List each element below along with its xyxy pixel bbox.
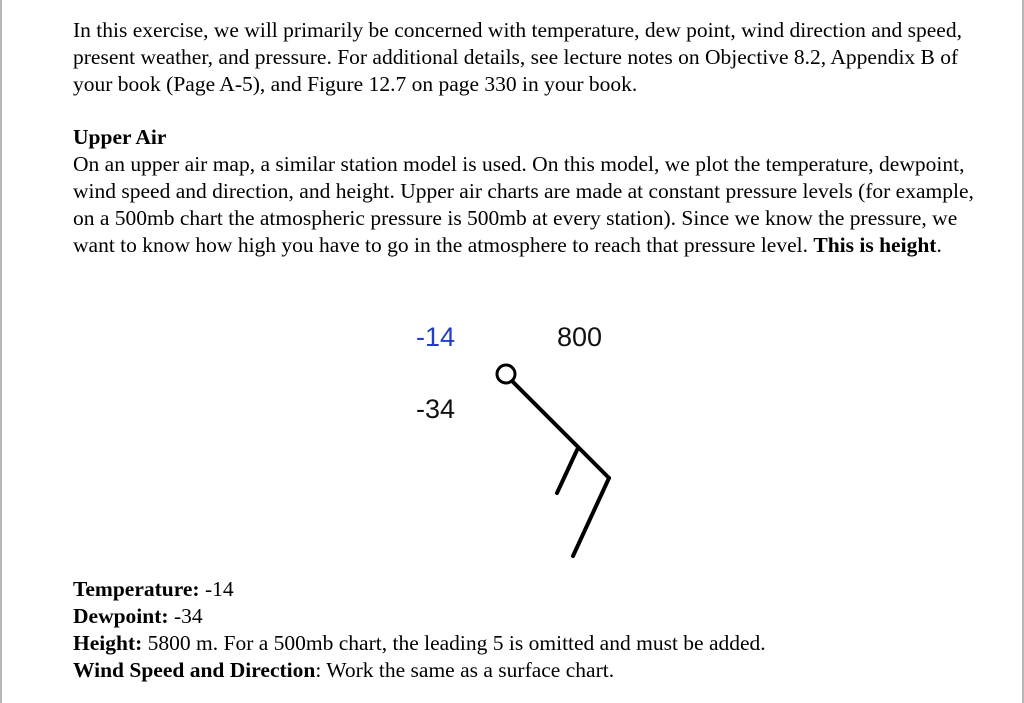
section-heading: Upper Air <box>73 125 167 149</box>
wind-barb-long <box>573 478 609 556</box>
wind-barb-graphic <box>402 310 662 570</box>
station-model-diagram <box>402 310 662 570</box>
temperature-value: -14 <box>204 577 234 601</box>
wind-barb-short <box>557 450 577 493</box>
wind-label: Wind Speed and Direction <box>73 658 316 682</box>
station-temperature-value: -14 <box>416 322 456 352</box>
upper-air-body-text: On an upper air map, a similar station model is used. On this model, we plot the temperature, dewpoint, wind speed and direction, and height. Upper air charts are made at constant pressure levels (for example, on a 500mb chart the atmospheric pressure is 500mb at every station). Since we know the pressure, we want to know how high you have to go in the atmosphere to reach that pressure level. <box>73 152 974 257</box>
upper-air-section <box>73 124 993 259</box>
summary-wind-row <box>73 657 993 684</box>
dewpoint-value: -34 <box>173 604 203 628</box>
wind-value: : Work the same as a surface chart. <box>315 658 615 682</box>
wind-shaft <box>513 382 609 478</box>
height-emphasis: This is height <box>813 233 937 257</box>
summary-block <box>73 576 993 684</box>
summary-temperature-row <box>73 576 993 603</box>
station-height-value: 800 <box>557 322 603 352</box>
summary-dewpoint-row <box>73 603 993 630</box>
intro-paragraph: In this exercise, we will primarily be concerned with temperature, dew point, wind direction and speed, present weather, and pressure. For additional details, see lecture notes on Objective 8.2, Appendix B of your book (Page A-5), and Figure 12.7 on page 330 in your book. <box>73 18 962 96</box>
upper-air-paragraph <box>73 151 993 259</box>
height-label: Height: <box>73 631 143 655</box>
temperature-label: Temperature: <box>73 577 200 601</box>
dewpoint-label: Dewpoint: <box>73 604 169 628</box>
height-emphasis-period: . <box>936 233 942 257</box>
station-dewpoint-value: -34 <box>416 394 456 424</box>
height-value: 5800 m. For a 500mb chart, the leading 5 is omitted and must be added. <box>147 631 766 655</box>
summary-height-row <box>73 630 993 657</box>
